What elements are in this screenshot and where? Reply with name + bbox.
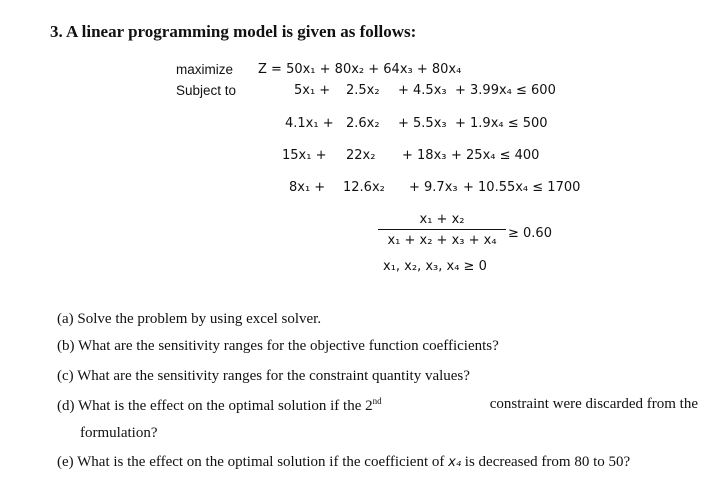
constraint-3-term-x2: 22x₂ [346, 148, 376, 163]
constraint-4-term-x2: 12.6x₂ [343, 180, 385, 195]
fraction-bar [378, 229, 506, 230]
constraint-1-term-x4: + 3.99x₄ ≤ 600 [455, 83, 556, 98]
question-d-continuation: formulation? [80, 425, 158, 441]
question-e-text-1: (e) What is the effect on the optimal solution if the coefficient of [57, 454, 449, 470]
objective-function: Z = 50x₁ + 80x₂ + 64x₃ + 80x₄ [258, 62, 462, 77]
constraint-2-term-x1: 4.1x₁ + [285, 116, 334, 131]
constraint-2-term-x4: + 1.9x₄ ≤ 500 [455, 116, 548, 131]
question-d [57, 396, 698, 415]
constraint-1-term-x1: 5x₁ + [294, 83, 331, 98]
constraint-2-term-x2: 2.6x₂ [346, 116, 380, 131]
constraint-4-term-x1: 8x₁ + [289, 180, 326, 195]
question-d-text-1: (d) What is the effect on the optimal solution if the 2nd [57, 396, 382, 414]
ratio-denominator: x₁ + x₂ + x₃ + x₄ [387, 233, 497, 248]
question-d-text-2: constraint were discarded from the [489, 396, 698, 412]
ratio-numerator: x₁ + x₂ [419, 212, 465, 227]
constraint-3-term-x3: + 18x₃ [402, 148, 447, 163]
question-e-variable: x₄ [448, 455, 462, 470]
constraint-1-term-x3: + 4.5x₃ [398, 83, 447, 98]
constraint-4-term-x4: + 10.55x₄ ≤ 1700 [463, 180, 581, 195]
nonnegativity-constraint: x₁, x₂, x₃, x₄ ≥ 0 [383, 259, 487, 274]
constraint-4-term-x3: + 9.7x₃ [409, 180, 458, 195]
ratio-rhs: ≥ 0.60 [508, 226, 552, 241]
ordinal-suffix: nd [372, 396, 382, 406]
constraint-3-term-x1: 15x₁ + [282, 148, 327, 163]
question-c: (c) What are the sensitivity ranges for the constraint quantity values? [57, 368, 470, 384]
question-b: (b) What are the sensitivity ranges for the objective function coefficients? [57, 338, 499, 354]
constraint-1-term-x2: 2.5x₂ [346, 83, 380, 98]
ratio-constraint-fraction [378, 212, 506, 248]
constraint-3-term-x4: + 25x₄ ≤ 400 [451, 148, 540, 163]
question-e [57, 454, 630, 471]
question-e-text-2: is decreased from 80 to 50? [461, 454, 631, 470]
problem-heading: 3. A linear programming model is given as follows: [50, 22, 417, 41]
constraint-2-term-x3: + 5.5x₃ [398, 116, 447, 131]
subject-to-label: Subject to [176, 83, 237, 98]
maximize-label: maximize [176, 62, 234, 77]
question-a: (a) Solve the problem by using excel solver. [57, 311, 322, 327]
